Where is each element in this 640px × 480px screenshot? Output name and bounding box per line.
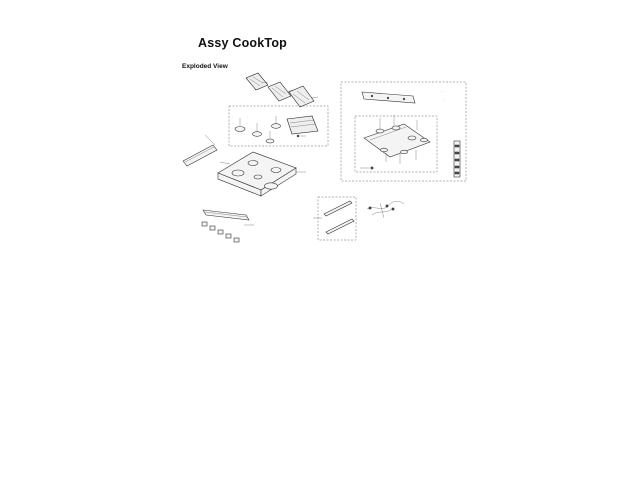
grate-right (289, 86, 318, 107)
small-screw (360, 167, 373, 169)
side-bracket-left (183, 135, 217, 166)
valve-manifold (454, 141, 460, 177)
cooktop-panel (218, 152, 306, 196)
griddle (287, 116, 318, 137)
page-title: Assy CookTop (198, 36, 287, 50)
diagram-subtitle: Exploded View (182, 63, 228, 70)
control-knobs (202, 222, 254, 242)
wire-harness (367, 201, 404, 218)
part-label-b: · · (443, 99, 446, 102)
part-label-a: · · · (440, 90, 445, 93)
burner-caps (235, 116, 281, 143)
control-trim (203, 210, 249, 220)
grate-center (268, 82, 293, 101)
grate-left (246, 73, 268, 90)
burner-top-bracket (362, 92, 415, 103)
side-rails (313, 201, 354, 234)
